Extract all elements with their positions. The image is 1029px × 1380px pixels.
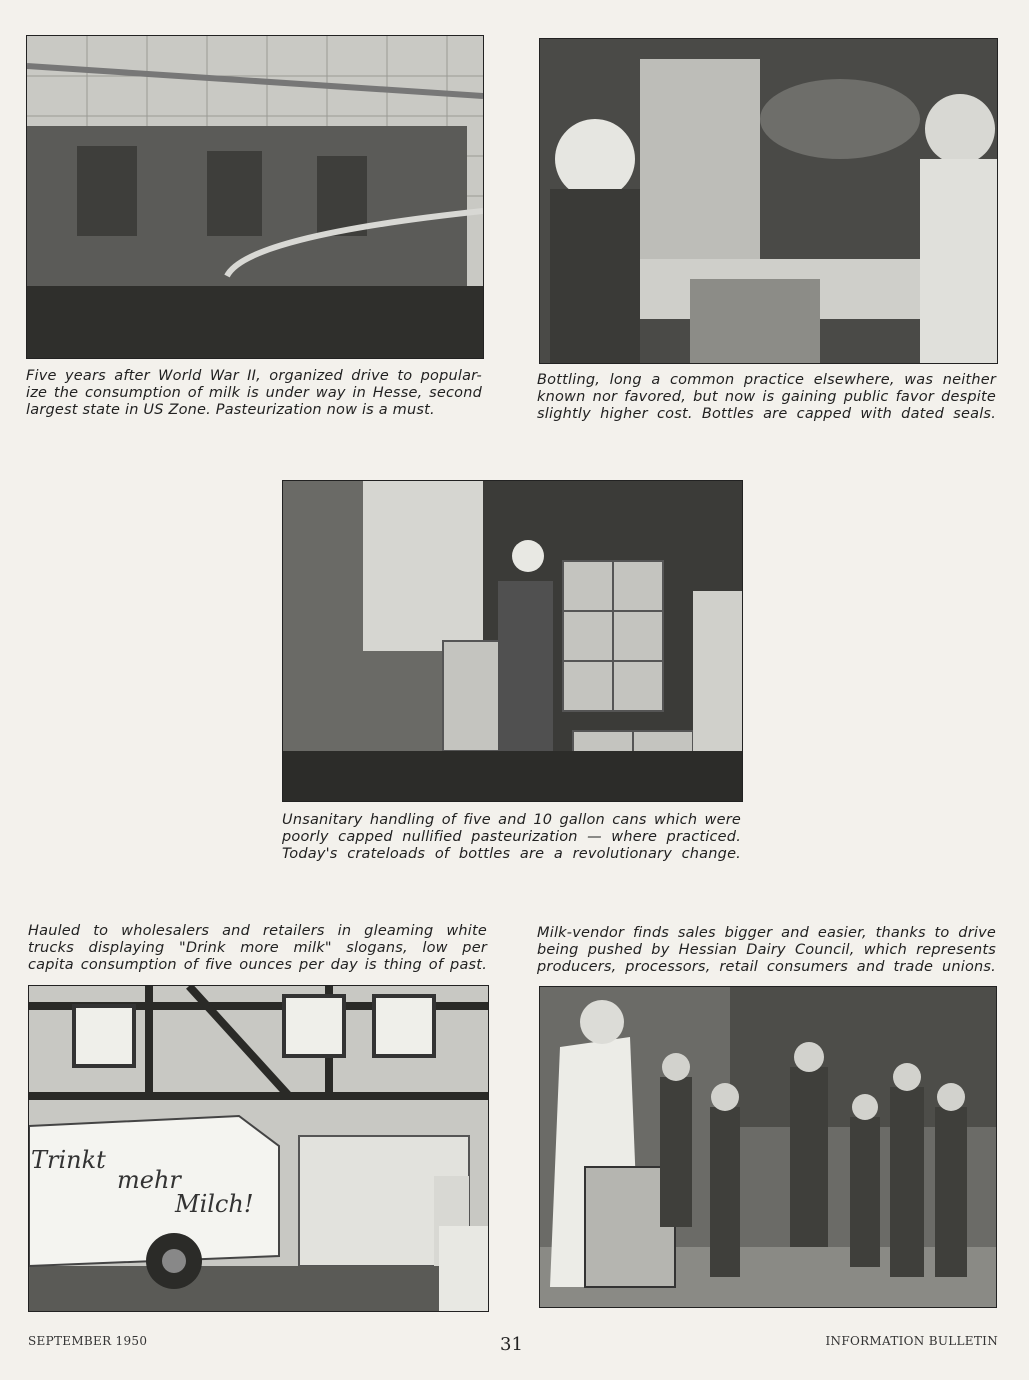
caption-photo-5 [537, 925, 996, 976]
caption-photo-1 [26, 368, 482, 419]
caption-line: Milk-vendor finds sales bigger and easier, thanks to drive [537, 925, 996, 941]
caption-line: known nor favored, but now is gaining public favor despite [537, 389, 996, 405]
caption-line: capita consumption of five ounces per day is thing of past. [28, 957, 487, 973]
page-number: 31 [500, 1334, 523, 1355]
caption-line: slightly higher cost. Bottles are capped with dated seals. [537, 406, 996, 422]
caption-line: Today's crateloads of bottles are a revolutionary change. [282, 846, 741, 862]
caption-line: ize the consumption of milk is under way in Hesse, second [26, 385, 482, 401]
caption-line: Bottling, long a common practice elsewhere, was neither [537, 372, 996, 388]
truck-lettering-word: Trinkt [31, 1146, 106, 1174]
photo-bottling-machine [539, 38, 998, 364]
caption-photo-3 [282, 812, 741, 863]
caption-line: being pushed by Hessian Dairy Council, which represents [537, 942, 996, 958]
photo-milk-truck [28, 985, 489, 1312]
caption-line: Hauled to wholesalers and retailers in gleaming white [28, 923, 487, 939]
photo-milk-vendor-children [539, 986, 997, 1308]
footer-date: SEPTEMBER 1950 [28, 1334, 148, 1348]
caption-line: producers, processors, retail consumers and trade unions. [537, 959, 996, 975]
truck-lettering-word: Milch! [175, 1190, 254, 1218]
caption-line: Five years after World War II, organized drive to popular- [26, 368, 482, 384]
caption-photo-2 [537, 372, 996, 423]
footer-publication: INFORMATION BULLETIN [825, 1334, 998, 1348]
caption-line: largest state in US Zone. Pasteurization now is a must. [26, 402, 435, 418]
caption-line: poorly capped nullified pasteurization — where practiced. [282, 829, 741, 845]
caption-photo-4 [28, 923, 487, 974]
photo-bottle-crates [282, 480, 743, 802]
truck-lettering-word: mehr [117, 1166, 181, 1194]
truck-lettering [29, 1146, 279, 1256]
caption-line: trucks displaying "Drink more milk" slogans, low per [28, 940, 487, 956]
photo-pasteurization-tanks [26, 35, 484, 359]
caption-line: Unsanitary handling of five and 10 gallon cans which were [282, 812, 741, 828]
